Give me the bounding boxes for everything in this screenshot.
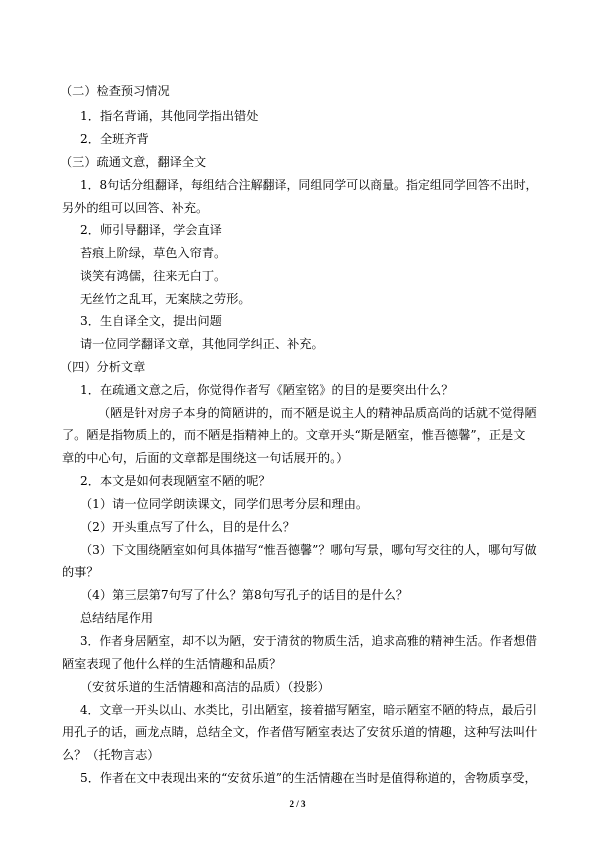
text-line: 另外的组可以回答、补充。	[62, 201, 209, 215]
text-line: 3．作者身居陋室，却不以为陋，安于清贫的物质生活，追求高雅的精神生活。作者想借	[80, 634, 537, 648]
text-line: 的事？	[62, 565, 99, 579]
text-line: 请一位同学翻译文章，其他同学纠正、补充。	[80, 337, 324, 351]
text-line: 2．全班齐背	[80, 132, 149, 146]
text-line: 总结结尾作用	[80, 611, 154, 625]
text-line: （二）检查预习情况	[60, 84, 170, 98]
text-line: 苔痕上阶绿，草色入帘青。	[80, 246, 227, 260]
text-line: 1．在疏通文意之后，你觉得作者写《陋室铭》的目的是要突出什么？	[80, 383, 454, 397]
text-line: 章的中心句，后面的文章都是围绕这一句话展开的。）	[62, 451, 349, 465]
text-line: 用孔子的话，画龙点睛，总结全文，作者借写陋室表达了安贫乐道的情趣，这种写法叫什	[62, 725, 538, 739]
text-line: 1．8句话分组翻译，每组结合注解翻译，同组同学可以商量。指定组同学回答不出时，	[80, 178, 538, 192]
text-line: 3．生自译全文，提出问题	[80, 314, 222, 328]
text-line: 2．师引导翻译，学会直译	[80, 223, 222, 237]
text-line: 陋室表现了他什么样的生活情趣和品质？	[62, 657, 282, 671]
text-line: （陋是针对房子本身的简陋讲的，而不陋是说主人的精神品质高尚的话就不觉得陋	[98, 406, 537, 420]
text-line: （2）开头重点写了什么，目的是什么？	[80, 520, 295, 534]
text-line: （1）请一位同学朗读课文，同学们思考分层和理由。	[80, 497, 369, 511]
text-line: 1．指名背诵，其他同学指出错处	[80, 109, 259, 123]
text-line: 了。陋是指物质上的，而不陋是指精神上的。文章开头“斯是陋室，惟吾德馨”，正是文	[62, 428, 526, 442]
text-line: 4．文章一开头以山、水类比，引出陋室，接着描写陋室，暗示陋室不陋的特点，最后引	[80, 703, 537, 717]
text-line: 无丝竹之乱耳，无案牍之劳形。	[80, 292, 251, 306]
page-number: 2 / 3	[289, 799, 306, 809]
text-line: 谈笑有鸿儒，往来无白丁。	[80, 269, 227, 283]
text-line: 5．作者在文中表现出来的“安贫乐道”的生活情趣在当时是值得称道的，舍物质享受，	[80, 771, 537, 785]
text-line: 么？（托物言志）	[62, 748, 160, 762]
text-line: （三）疏通文意，翻译全文	[60, 155, 207, 169]
text-line: （4）第三层第7句写了什么？第8句写孔子的话目的是什么？	[80, 588, 408, 602]
text-line: （四）分析文章	[60, 360, 146, 374]
text-line: 2．本文是如何表现陋室不陋的呢？	[80, 474, 271, 488]
text-line: （3）下文围绕陋室如何具体描写“惟吾德馨”？哪句写景，哪句写交往的人，哪句写做	[80, 543, 537, 557]
text-line: （安贫乐道的生活情趣和高洁的品质）（投影）	[80, 680, 330, 694]
